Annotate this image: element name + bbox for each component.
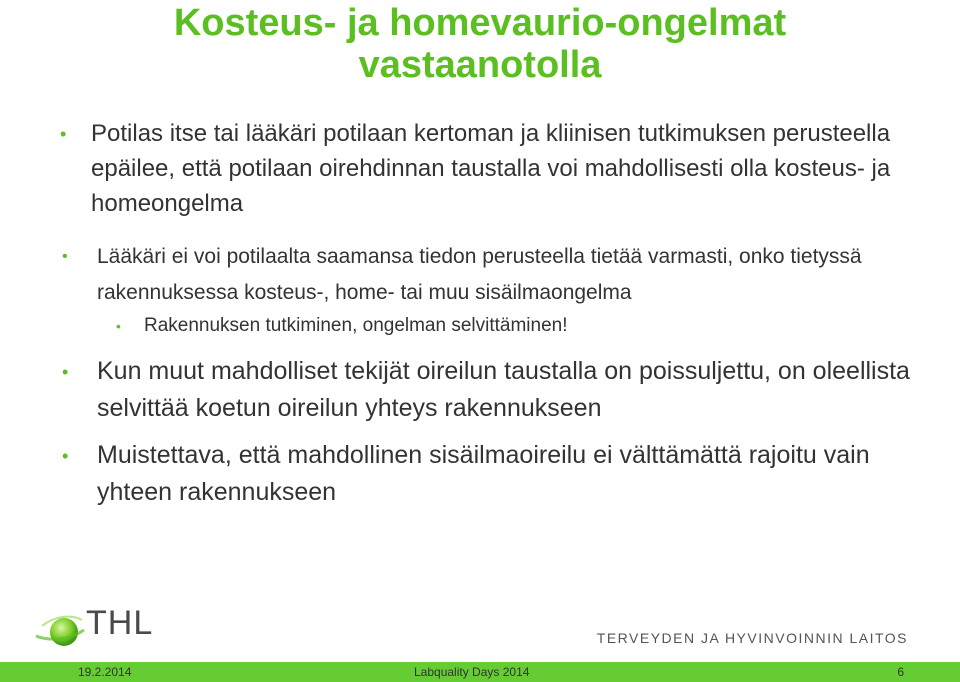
footer-bar (0, 662, 960, 682)
footer-event: Labquality Days 2014 (414, 665, 530, 679)
bullet-item (62, 239, 940, 311)
footer-page-number: 6 (897, 665, 904, 679)
bullet-icon: • (62, 446, 69, 466)
bullet-text: Muistettava, että mahdollinen sisäilmaoireilu ei välttämättä rajoitu vain yhteen rakennukseen (97, 441, 870, 506)
bullet-icon: • (60, 124, 67, 144)
bullet-item (62, 437, 940, 511)
slide-title-line1: Kosteus- ja homevaurio-ongelmat (173, 2, 787, 44)
slide-content (60, 116, 940, 521)
bullet-item (60, 116, 940, 221)
organization-name: TERVEYDEN JA HYVINVOINNIN LAITOS (596, 630, 908, 646)
thl-logo-text: THL (86, 604, 154, 642)
bullet-icon: • (116, 318, 121, 334)
bullet-text: Rakennuksen tutkiminen, ongelman selvittäminen! (144, 315, 568, 336)
sub-bullet-item (116, 311, 940, 341)
bullet-icon: • (62, 248, 68, 265)
bullet-text: Kun muut mahdolliset tekijät oireilun taustalla on poissuljettu, on oleellista selvittää koetun oireilun yhteys rakennukseen (97, 357, 910, 422)
bullet-text: Potilas itse tai lääkäri potilaan kertoman ja kliinisen tutkimuksen perusteella epäilee, että potilaan oirehdinnan taustalla voi mahdollisesti olla kosteus- ja homeongelma (91, 120, 891, 217)
bullet-text: Lääkäri ei voi potilaalta saamansa tiedon perusteella tietää varmasti, onko tietyssä rakennuksessa kosteus-, home- tai muu sisäilmaongelma (97, 245, 862, 304)
slide-title (0, 2, 960, 86)
bullet-icon: • (62, 362, 69, 382)
footer-date: 19.2.2014 (78, 665, 132, 679)
slide-title-line2: vastaanotolla (358, 44, 602, 86)
bullet-item (62, 353, 940, 427)
